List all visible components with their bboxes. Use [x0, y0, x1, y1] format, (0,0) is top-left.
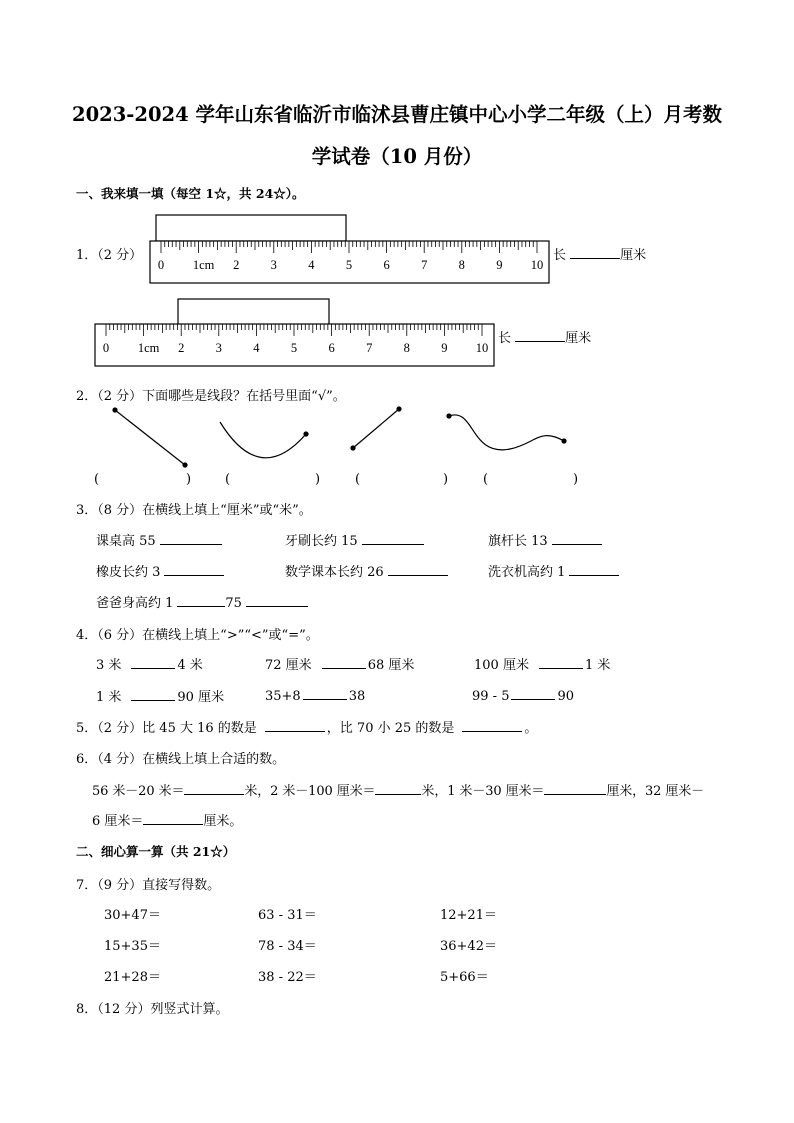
q6-blank-4[interactable]	[143, 811, 203, 825]
q7-item: 38 - 22＝	[258, 970, 317, 985]
ruler-tick-label: 3	[270, 258, 277, 272]
q2-paren-d-open[interactable]: (	[483, 472, 489, 487]
q3-blank[interactable]	[362, 531, 424, 545]
q7-item: 5+66＝	[440, 970, 489, 985]
q3-blank[interactable]	[246, 593, 308, 607]
q2-paren-a-close[interactable]: )	[186, 472, 192, 487]
ruler-figure-1	[140, 210, 560, 290]
q2-figures	[90, 402, 580, 490]
q6-blank-3[interactable]	[544, 781, 606, 795]
q7-item: 15+35＝	[104, 939, 161, 954]
q4-blank[interactable]	[322, 655, 366, 669]
figure-d-curve	[449, 415, 564, 450]
ruler-tick-label: 6	[328, 341, 335, 355]
figure-d-endpoint	[446, 413, 451, 418]
page-title-line2: 学试卷（10 月份）	[311, 145, 483, 168]
ruler-tick-label: 2	[233, 258, 240, 272]
q4-item: 35+8 38	[265, 686, 365, 704]
ruler-tick-label: 4	[253, 341, 260, 355]
ruler-tick-label: 3	[215, 341, 222, 355]
q6-text: 6．（4 分）在横线上填上合适的数。	[76, 752, 286, 767]
q7-item: 36+42＝	[440, 939, 497, 954]
measured-rectangle-2	[178, 299, 329, 325]
q6-blank-2[interactable]	[375, 781, 421, 795]
ruler-tick-label: 2	[178, 341, 185, 355]
figure-c-segment	[353, 409, 399, 448]
q3-blank[interactable]	[177, 593, 225, 607]
ruler-tick-label: 5	[290, 341, 298, 355]
q5-blank-1[interactable]	[265, 718, 325, 732]
q2-paren-d-close[interactable]: )	[573, 472, 579, 487]
ruler-tick-label: 4	[308, 258, 315, 272]
q3-blank[interactable]	[388, 562, 448, 576]
ruler-tick-label: 9	[496, 258, 503, 272]
ruler-tick-label: 10	[530, 258, 544, 272]
q7-item: 78 - 34＝	[258, 939, 317, 954]
q1-row2-label: 长	[498, 331, 512, 346]
ruler-tick-label: 7	[366, 341, 373, 355]
page-title-line1: 2023-2024 学年山东省临沂市临沭县曹庄镇中心小学二年级（上）月考数	[72, 103, 722, 126]
q1-row2-answer	[498, 327, 591, 346]
q3-blank[interactable]	[164, 562, 224, 576]
q7-item: 63 - 31＝	[258, 908, 317, 923]
q4-blank[interactable]	[539, 655, 583, 669]
q3-item: 橡皮长约 3	[96, 561, 224, 580]
figure-a-endpoint	[182, 462, 187, 467]
ruler-tick-label: 10	[475, 341, 489, 355]
figure-d-endpoint	[561, 438, 566, 443]
q1-row2-unit: 厘米	[565, 331, 592, 346]
q8-text: 8．（12 分）列竖式计算。	[76, 1002, 229, 1017]
ruler-tick-label: 0	[102, 341, 110, 355]
q4-item: 3 米 4 米	[96, 654, 203, 673]
q2-text: 2．（2 分）下面哪些是线段？在括号里面“√”。	[76, 389, 346, 404]
q3-item: 课桌高 55	[96, 530, 222, 549]
q3-item: 洗衣机高约 1	[488, 561, 619, 580]
q4-item: 100 厘米 1 米	[474, 654, 610, 673]
q3-blank[interactable]	[552, 531, 602, 545]
q5-blank-2[interactable]	[462, 718, 522, 732]
q4-item: 72 厘米 68 厘米	[265, 654, 414, 673]
q6-blank-1[interactable]	[184, 781, 244, 795]
q1-row1-unit: 厘米	[620, 248, 647, 263]
q1-row1-answer	[553, 244, 646, 263]
q2-paren-a-open[interactable]: (	[94, 472, 100, 487]
figure-a-endpoint	[112, 407, 117, 412]
q4-blank[interactable]	[303, 686, 347, 700]
figure-b-curve	[220, 422, 306, 458]
q7-text: 7．（9 分）直接写得数。	[76, 878, 221, 893]
ruler-tick-label: 0	[157, 258, 165, 272]
ruler-tick-label: 7	[421, 258, 428, 272]
figure-a-segment	[115, 410, 185, 465]
q7-item: 12+21＝	[440, 908, 497, 923]
ruler-figure-2	[85, 292, 505, 372]
q4-item: 99 - 5 90	[472, 686, 574, 704]
ruler-tick-label: 5	[345, 258, 353, 272]
q3-item: 爸爸身高约 1 75	[96, 592, 308, 611]
q7-item: 21+28＝	[104, 970, 161, 985]
figure-c-endpoint	[350, 445, 355, 450]
q4-blank[interactable]	[511, 686, 555, 700]
q3-text: 3．（8 分）在横线上填上“厘米”或“米”。	[76, 503, 312, 518]
ruler-tick-label: 8	[458, 258, 465, 272]
q1-row2-blank[interactable]	[515, 328, 565, 342]
ruler-tick-label: 1cm	[192, 258, 215, 272]
section1-heading: 一、我来填一填（每空 1☆，共 24☆）。	[76, 186, 305, 201]
ruler-tick-label: 9	[441, 341, 448, 355]
ruler-tick-label: 1cm	[137, 341, 160, 355]
figure-c-endpoint	[396, 406, 401, 411]
q1-row1-label: 长	[553, 248, 567, 263]
q1-prefix: 1．（2 分）	[76, 248, 143, 263]
q6-line2: 6 厘米＝ 厘米。	[92, 810, 242, 829]
q1-row1-blank[interactable]	[570, 245, 620, 259]
q3-item: 旗杆长 13	[488, 530, 602, 549]
q4-item: 1 米 90 厘米	[96, 686, 224, 705]
q7-item: 30+47＝	[104, 908, 161, 923]
measured-rectangle-1	[156, 215, 346, 241]
q4-blank[interactable]	[131, 655, 175, 669]
ruler-tick-label: 8	[403, 341, 410, 355]
q3-blank[interactable]	[569, 562, 619, 576]
figure-b-endpoint	[303, 431, 308, 436]
q2-paren-b-open[interactable]: (	[225, 472, 231, 487]
q6-line1: 56 米－20 米＝ 米，2 米－100 厘米＝ 米，1 米－30 厘米＝ 厘米，32 厘米－	[92, 780, 704, 799]
q3-item: 牙刷长约 15	[285, 530, 424, 549]
q3-item: 数学课本长约 26	[285, 561, 448, 580]
ruler-tick-label: 6	[383, 258, 390, 272]
q5-line: 5．（2 分）比 45 大 16 的数是 ，比 70 小 25 的数是 。	[76, 717, 537, 736]
q4-text: 4．（6 分）在横线上填上“>”“<”或“=”。	[76, 628, 319, 643]
section2-heading: 二、细心算一算（共 21☆）	[76, 844, 236, 859]
q2-paren-c-close[interactable]: )	[443, 472, 449, 487]
q2-paren-b-close[interactable]: )	[315, 472, 321, 487]
q3-blank[interactable]	[160, 531, 222, 545]
q4-blank[interactable]	[131, 687, 175, 701]
q2-paren-c-open[interactable]: (	[355, 472, 361, 487]
